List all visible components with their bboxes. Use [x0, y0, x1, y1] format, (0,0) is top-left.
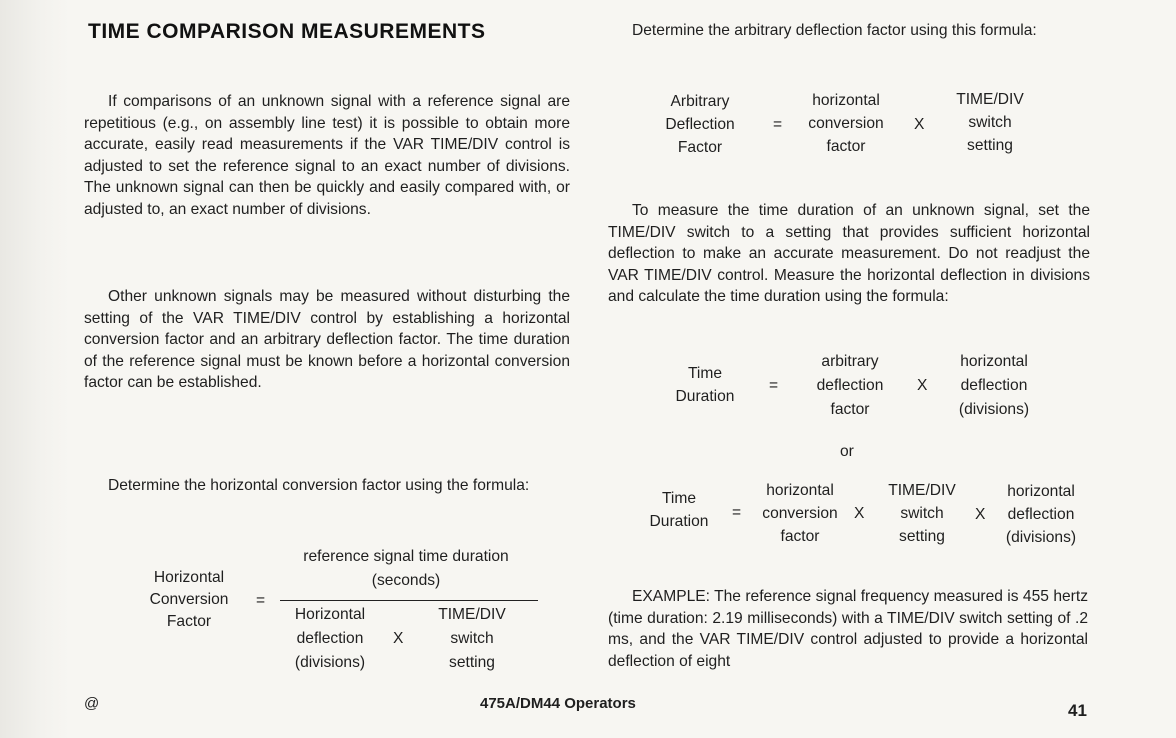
- left-paragraph-1: If comparisons of an unknown signal with a reference signal are repetitious (e.g., on assembly line test) it is possible to obtain more accurate, easily read measurements if the VAR TIME/DIV control is adjusted to set the reference signal to an exact number of divisions. The unknown signal can then be quickly and easily compared with, or adjusted to, an exact number of divisions.: [84, 93, 570, 218]
- footer-symbol: @: [84, 695, 100, 712]
- formula3-times: X: [917, 377, 928, 394]
- formula4-lhs: Time Duration: [649, 490, 709, 530]
- formula3-equals: =: [769, 377, 779, 394]
- formula2-b: TIME/DIV switch setting: [956, 91, 1024, 154]
- formula3-a: arbitrary deflection factor: [816, 353, 884, 418]
- fraction-bar: [280, 600, 538, 601]
- formula1-denominator-a: Horizontal deflection (divisions): [294, 606, 366, 671]
- formula3-b: horizontal deflection (divisions): [958, 353, 1030, 418]
- formula1-numerator: reference signal time duration (seconds): [303, 548, 509, 589]
- formula1-lhs: Horizontal Conversion Factor: [149, 569, 229, 630]
- formula1-equals: =: [256, 592, 266, 609]
- formula2-times: X: [914, 116, 925, 133]
- formula4-times-1: X: [854, 505, 865, 522]
- formula1-times: X: [393, 630, 404, 647]
- or-connector: or: [840, 443, 854, 460]
- right-paragraph-1: Determine the arbitrary deflection factor using this formula:: [632, 22, 1037, 39]
- left-paragraph-3: Determine the horizontal conversion factor using the formula:: [108, 477, 530, 494]
- formula2-lhs: Arbitrary Deflection Factor: [665, 93, 735, 156]
- footer-title: 475A/DM44 Operators: [480, 695, 636, 712]
- formula1-denominator-b: TIME/DIV switch setting: [438, 606, 506, 671]
- formula3-lhs: Time Duration: [675, 365, 735, 405]
- formula4-b: TIME/DIV switch setting: [888, 482, 956, 545]
- page-edge-shadow: [0, 0, 70, 738]
- formula2-a: horizontal conversion factor: [808, 92, 884, 155]
- formula4-times-2: X: [975, 506, 986, 523]
- formula4-c: horizontal deflection (divisions): [1005, 483, 1077, 546]
- page-title: TIME COMPARISON MEASUREMENTS: [88, 20, 486, 43]
- right-paragraph-2: To measure the time duration of an unknown signal, set the TIME/DIV switch to a setting that provides sufficient horizontal deflection to make an accurate measurement. Do not readjust the VAR TIME/DIV control. Measure the horizontal deflection in divisions and calculate the time duration using the formula:: [608, 202, 1090, 306]
- formula4-equals: =: [732, 504, 742, 521]
- right-paragraph-3: EXAMPLE: The reference signal frequency measured is 455 hertz (time duration: 2.19 milliseconds) with a TIME/DIV switch setting of .2 ms, and the VAR TIME/DIV control adjusted to provide a horizontal deflection of eight: [608, 588, 1088, 670]
- page-number: 41: [1068, 701, 1087, 720]
- formula2-equals: =: [773, 116, 783, 133]
- left-paragraph-2: Other unknown signals may be measured without disturbing the setting of the VAR TIME/DIV control by establishing a horizontal conversion factor and an arbitrary deflection factor. The time duration of the reference signal must be known before a horizontal conversion factor can be established.: [84, 288, 570, 392]
- formula4-a: horizontal conversion factor: [762, 482, 838, 545]
